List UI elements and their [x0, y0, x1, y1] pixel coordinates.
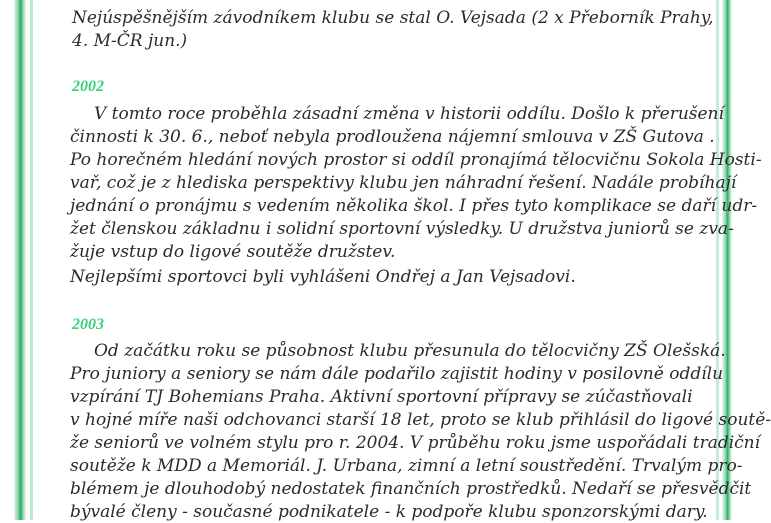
text-line: činnosti k 30. 6., neboť nebyla prodloužena nájemní smlouva v ZŠ Gutova .	[70, 127, 715, 147]
text-line: jednání o pronájmu s vedením několika škol. I přes tyto komplikace se daří udr-	[70, 196, 758, 216]
text-line: V tomto roce proběhla zásadní změna v historii oddílu. Došlo k přerušení	[94, 104, 724, 124]
text-line: vař, což je z hlediska perspektivy klubu jen náhradní řešení. Nadále probíhají	[70, 173, 737, 193]
year-heading-2003: 2003	[72, 316, 104, 333]
text-line: blémem je dlouhodobý nedostatek finančních prostředků. Nedaří se přesvědčit	[70, 479, 752, 499]
text-line: Nejúspěšnějším závodníkem klubu se stal O. Vejsada (2 x Přeborník Prahy,	[72, 8, 714, 28]
text-line: bývalé členy - současné podnikatele - k podpoře klubu sponzorskými dary.	[70, 502, 708, 522]
text-line: Od začátku roku se působnost klubu přesunula do tělocvičny ZŠ Olešská.	[94, 341, 726, 361]
left-green-border	[14, 0, 26, 520]
text-line: žuje vstup do ligové soutěže družstev.	[70, 242, 396, 262]
text-line: Nejlepšími sportovci byli vyhlášeni Ondřej a Jan Vejsadovi.	[70, 267, 576, 287]
text-line: Po horečném hledání nových prostor si oddíl pronajímá tělocvičnu Sokola Hosti-	[70, 150, 762, 170]
text-line: v hojné míře naši odchovanci starší 18 let, proto se klub přihlásil do ligové soutě-	[70, 410, 771, 430]
text-line: 4. M-ČR jun.)	[72, 31, 188, 51]
left-green-border-inner	[30, 0, 33, 520]
text-line: soutěže k MDD a Memoriál. J. Urbana, zimní a letní soustředění. Trvalým pro-	[70, 456, 743, 476]
document-text	[70, 0, 771, 522]
text-line: že seniorů ve volném stylu pro r. 2004. V průběhu roku jsme uspořádali tradiční	[70, 433, 761, 453]
text-line: žet členskou základnu i solidní sportovní výsledky. U družstva juniorů se zva-	[70, 219, 734, 239]
text-line: vzpírání TJ Bohemians Praha. Aktivní sportovní přípravy se zúčastňovali	[70, 387, 693, 407]
year-heading-2002: 2002	[72, 78, 104, 95]
text-line: Pro juniory a seniory se nám dále podařilo zajistit hodiny v posilovně oddílu	[70, 364, 724, 384]
